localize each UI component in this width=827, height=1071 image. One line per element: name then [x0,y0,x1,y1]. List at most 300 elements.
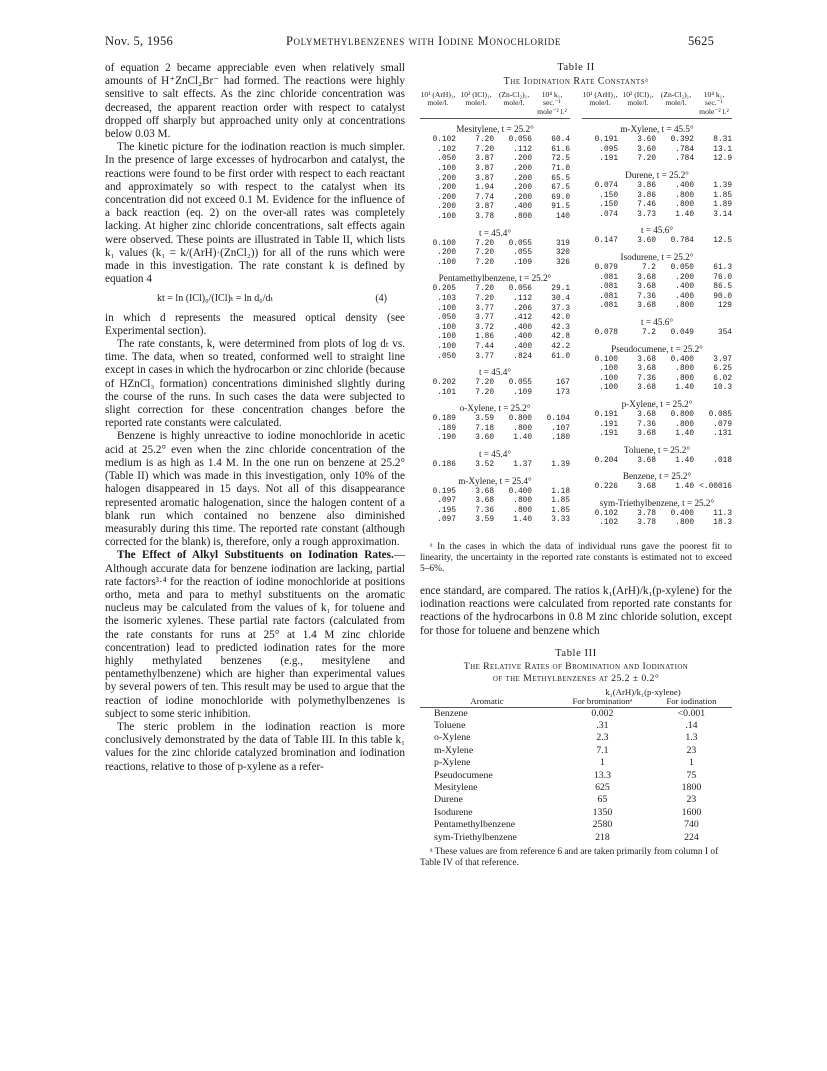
table2-cell: 1.40 [675,210,694,219]
table2-cell: 0.079 [594,263,618,272]
table2-cell: 7.2 [641,263,656,272]
table2-cell: .191 [599,430,618,439]
table3-value-cell: 218 [595,831,610,843]
table2-cell: 354 [717,328,732,337]
table3-row [420,770,732,782]
table2-row [420,165,570,175]
table2-cell: 0.400 [508,487,532,496]
table2-cell: 3.59 [475,516,494,525]
table2-cell: .800 [675,191,694,200]
table2-cell: .095 [599,145,618,154]
table2-row [582,430,732,440]
table2-row [420,249,570,259]
table2-right-header [582,91,732,119]
table2-cell: 90.0 [713,292,732,301]
table2-cell: .800 [513,497,532,506]
table2-cell: 61.6 [551,145,570,154]
table2-cell: .100 [437,342,456,351]
table3-value-cell: 65 [597,794,608,806]
table2-cell: 8.31 [713,136,732,145]
table2-cell: 0.202 [432,379,456,388]
table2-cell: 3.60 [475,434,494,443]
table2-caption: The Iodination Rate Constantsᵃ [503,76,649,87]
table3-value-cell: 1350 [592,806,613,818]
table2-cell: 0.085 [708,410,732,419]
table2-cell: 3.78 [637,519,656,528]
table2-group-title: Toluene, t = 25.2° [623,444,691,455]
table2-group-title: Durene, t = 25.2° [625,170,689,180]
table2-cell: .101 [437,388,456,397]
table2-row [420,203,570,213]
table3-value-cell: 1 [599,757,605,769]
table2-cell: 3.59 [475,415,494,424]
table2-right-groups [582,124,732,529]
table3-row [420,782,732,794]
table2-row [582,302,732,312]
table2-group-title: Isodurene, t = 25.2° [620,251,694,262]
table2-cell: 7.36 [637,420,656,429]
table2-cell: 0.205 [432,285,456,294]
table2-cell: 0.204 [594,456,618,465]
table3-value-cell: 7.1 [596,744,609,756]
table2-cell: 0.191 [594,136,618,145]
table2-cell: 3.68 [475,497,494,506]
table2-row [582,201,732,211]
table2-cell: 1.85 [551,506,570,515]
table2-cell: 0.056 [508,285,532,294]
header-page-number: 5625 [688,34,715,48]
table2-row [582,192,732,202]
table2-row [582,483,732,493]
col-header: (Zn-Cl₂)₁, mole/l. [498,90,530,108]
table2-cell: .400 [513,333,532,342]
table2-row [582,274,732,284]
table2-cell: .191 [599,420,618,429]
table2-row [420,184,570,194]
table2-cell: 1.85 [551,497,570,506]
table2-cell: .400 [513,342,532,351]
table2-row [420,353,570,363]
table2-row [582,293,732,303]
table3-aromatic-cell: sym-Triethylbenzene [434,831,517,843]
table2-cell: .109 [513,388,532,397]
t3-header-ratio: k₁(ArH)/k₁(p-xylene) [605,686,681,697]
table2-cell: 69.0 [551,193,570,202]
table2-row [420,516,570,526]
left-column [105,62,405,774]
table2-cell: .150 [599,191,618,200]
table2-group-title: t = 45.4° [478,227,512,238]
table2-cell: 1.86 [475,333,494,342]
table2-group-title: Pseudocumene, t = 25.2° [611,343,703,354]
table2-cell: 42.8 [551,333,570,342]
table2-cell: 71.0 [551,165,570,173]
table2-cell: 3.77 [475,304,494,313]
table2-cell: 7.18 [475,424,494,433]
table2-cell: .018 [713,456,732,465]
table2-cell: .107 [551,424,570,433]
table2-cell: .784 [675,145,694,154]
table2-cell: 3.33 [551,516,570,525]
table2-cell: .050 [437,314,456,323]
table3-row [420,707,732,720]
paragraph-5: Benzene is highly unreactive to iodine monochloride in acetic acid at 25.2° even when the zinc chloride concentration of the medium is as high as 1.4 M. In the one run on benzene at 25.2° (Table II) which was made in this investigation, only 10% of the halogen disappeared in 15 days. Not all of this disappearance represented aromatic halogenation, since the halogen content of a blank run which contained no benzene also diminished measurably during this time. The reported rate constant (although corrected for the blank) is, therefore, only a rough approximation. [105,430,405,549]
table2-group-title: sym-Triethylbenzene, t = 25.2° [599,497,715,508]
table2-cell: .200 [437,249,456,258]
paragraph-2: The kinetic picture for the iodination reaction is much simpler. In the presence of large excesses of hydrocarbon and catalyst, the reactions were found to be first order with respect to each reactant and approximately so with respect to the catalyst when its concentration did not exceed 0.1 M. Evidence for the influence of a back reaction (eq. 2) on the over-all rates was completely lacking. At higher zinc chloride concentrations, salt effects again were observed. These points are illustrated in Table II, which lists k₁ values (k₁ = k/(ArH)·(ZnCl₂)) for all of the runs which were made in this investigation. The rate constant k is defined by equation 4 [105,141,405,286]
table2-cell: 0.078 [594,328,618,337]
table2-row [582,264,732,274]
table2 [420,91,732,536]
table2-cell: 42.0 [551,314,570,323]
table2-cell: 0.100 [594,355,618,364]
col-header: 10⁴ k₁, sec.⁻¹ mole⁻² l.² [537,90,567,116]
table3-aromatic-cell: Pentamethylbenzene [434,819,516,831]
table2-row [420,497,570,507]
table2-row [420,343,570,353]
table2-row [420,461,570,471]
table2-cell: .200 [437,203,456,212]
table3-value-cell: 23 [686,794,697,806]
table2-row [582,375,732,385]
table3-value-cell: .31 [596,720,609,732]
table3-label: Table III [555,647,597,659]
table2-cell: 3.68 [637,302,656,311]
table3-value-cell: 2.3 [596,732,609,744]
table3-aromatic-cell: Pseudocumene [434,769,493,781]
table3-caption-line1: The Relative Rates of Bromination and Iodination [463,660,689,672]
table2-cell: 0.186 [432,461,456,470]
paragraph-7: The steric problem in the iodination reaction is more conclusively demonstrated by the data of Table III. In this table k₁ values for the zinc chloride catalyzed bromination and iodination reactions, relative to those of p-xylene as a refer- [105,720,405,773]
table2-cell: 7.20 [475,136,494,145]
table2-cell: .195 [437,506,456,515]
table2-group-title: t = 45.6° [640,225,674,236]
table2-cell: 6.25 [713,365,732,374]
table2-row [582,457,732,467]
table2-cell: .400 [675,292,694,301]
table2-cell: .800 [675,519,694,528]
table2-cell: .112 [513,294,532,303]
table3-row [420,732,732,744]
header-date: Nov. 5, 1956 [105,34,174,48]
table2-cell: .400 [513,323,532,332]
table2-row [420,434,570,444]
t3-header-iodination: For iodination [651,697,732,707]
table2-label: Table II [557,62,595,73]
table2-cell: 13.1 [713,145,732,154]
table2-row [420,285,570,295]
table2-cell: 0.102 [594,509,618,518]
table2-cell: .784 [675,155,694,164]
table2-cell: .200 [513,174,532,183]
table2-cell: .200 [513,165,532,173]
table2-cell: .100 [599,384,618,393]
table2-cell: 0.050 [670,263,694,272]
table2-row [420,425,570,435]
table2-cell: .100 [599,365,618,374]
table2-cell: .800 [675,420,694,429]
table3-caption-line2: of the Methylbenzenes at 25.2 ± 0.2° [492,672,660,684]
paragraph-6 [105,549,405,721]
table2-cell: 0.191 [594,410,618,419]
table2-cell: 7.20 [475,285,494,294]
table2-cell: .079 [713,420,732,429]
table2-row [420,324,570,334]
table2-cell: 12.5 [713,237,732,246]
table2-row [582,510,732,520]
table2-cell: .100 [437,323,456,332]
table2-cell: 0.056 [508,136,532,145]
table3-value-cell: 625 [595,782,610,794]
table2-group-title: t = 45.4° [478,367,512,378]
table2-cell: 0.102 [432,136,456,145]
table2-cell: 3.68 [637,365,656,374]
table2-cell: 7.20 [475,294,494,303]
table2-cell: 7.20 [475,258,494,267]
table2-cell: 12.9 [713,155,732,164]
table3-aromatic-cell: Durene [434,794,463,806]
table2-cell: 7.44 [475,342,494,351]
table2-row [420,305,570,315]
table2-cell: 86.5 [713,283,732,292]
table2-row [582,237,732,247]
table2-cell: 72.5 [551,155,570,164]
table2-cell: 11.3 [713,509,732,518]
table2-cell: 0.147 [594,237,618,246]
table2-row [582,146,732,156]
table2-row [420,175,570,185]
table2-cell: 3.73 [637,210,656,219]
table2-cell: 3.87 [475,155,494,164]
table2-cell: 1.40 [675,430,694,439]
table2-cell: 3.77 [475,314,494,323]
table2-cell: 1.18 [551,487,570,496]
table2-cell: 3.68 [637,456,656,465]
table2-cell: .074 [599,210,618,219]
table2-cell: 0.784 [670,237,694,246]
table3-value-cell: 740 [684,819,699,831]
table2-cell: 0.055 [508,379,532,388]
table2-cell: 3.78 [475,212,494,221]
equation-4 [105,292,405,305]
table3-row [420,832,732,844]
table3-value-cell: 1600 [681,806,702,818]
table2-row [420,136,570,146]
table2-cell: 320 [555,249,570,258]
col-header: 10⁴ k₁, sec.⁻¹ mole⁻² l.² [699,90,729,116]
table2-cell: 0.400 [670,509,694,518]
table2-cell: 7.2 [641,328,656,337]
paragraph-3: in which d represents the measured optical density (see Experimental section). [105,311,405,337]
table2-cell: 1.40 [675,384,694,393]
table2-cell: .100 [437,304,456,313]
table3-aromatic-cell: Mesitylene [434,782,478,794]
table2-cell: .050 [437,352,456,361]
table3-aromatic-cell: Benzene [434,707,468,719]
table3-value-cell: 23 [686,744,697,756]
table3-footnote: ᵃ These values are from reference 6 and are taken primarily from column I of Table IV of that reference. [420,847,719,869]
table2-cell: 3.68 [637,430,656,439]
table2-cell: 7.20 [637,155,656,164]
table2-cell: 3.87 [475,165,494,173]
equation-number: (4) [375,293,387,305]
table2-cell: 3.77 [475,352,494,361]
col-header: 10¹ (ArH)₁, mole/l. [420,90,456,108]
table3-value-cell: .14 [685,720,698,732]
table2-cell: 1.85 [713,191,732,200]
table2-cell: 7.20 [475,145,494,154]
table2-cell: 0.195 [432,487,456,496]
table2-cell: .100 [599,374,618,383]
table2-row [420,295,570,305]
table3-value-cell: 75 [686,769,697,781]
table2-cell: .081 [599,273,618,282]
t3-header-bromination: For brominationᵃ [554,697,651,707]
table2-footnote: ᵃ In the cases in which the data of individual runs gave the poorest fit to linearity, the uncertainty in the reported rate constants is estimated not to exceed 5–6%. [420,542,732,574]
table2-left-half [420,91,570,526]
table2-cell: 7.20 [475,388,494,397]
col-header: (Zn-Cl₂)₁, mole/l. [660,90,692,108]
table2-cell: 67.5 [551,184,570,193]
table3-caption [420,661,732,685]
table2-group-title: t = 45.4° [478,449,512,460]
table2-cell: .055 [513,249,532,258]
table2-group-title: t = 45.6° [640,316,674,327]
table2-left-header [420,91,570,119]
table2-row [582,155,732,165]
table2-row [420,314,570,324]
table2-cell: .102 [437,145,456,154]
table2-cell: .200 [513,184,532,193]
table2-cell: .800 [675,302,694,311]
table2-cell: 0.800 [508,415,532,424]
table2-row [582,384,732,394]
table2-row [420,507,570,517]
table2-cell: 0.104 [546,415,570,424]
table2-row [420,213,570,223]
table2-cell: .100 [437,165,456,173]
table3-aromatic-cell: Isodurene [434,806,473,818]
table2-cell: <.00016 [699,483,732,492]
table2-cell: 0.100 [432,239,456,248]
table2-row [420,415,570,425]
table2-cell: 0.400 [670,355,694,364]
table2-cell: .190 [437,434,456,443]
table2-cell: 37.3 [551,304,570,313]
header-title: Polymethylbenzenes with Iodine Monochloride [286,34,561,48]
table2-cell: 326 [555,258,570,267]
table2-cell: 1.39 [551,461,570,470]
col-header: 10² (ICl)₁, mole/l. [460,90,492,108]
table2-cell: .800 [513,212,532,221]
table2-cell: 7.20 [475,249,494,258]
table2-cell: 6.02 [713,374,732,383]
table2-cell: 1.40 [675,483,694,492]
table2-cell: 42.3 [551,323,570,332]
table3-value-cell: <0.001 [677,707,706,719]
table2-cell: .800 [513,506,532,515]
table2-cell: .097 [437,497,456,506]
table2-cell: .400 [675,283,694,292]
table2-row [582,211,732,221]
paragraph-1: of equation 2 became appreciable even when relatively small amounts of H⁺ZnCl₂Br⁻ had formed. The reactions were highly sensitive to salt effects. As the zinc chloride concentration was decreased, the apparent reaction order with respect to catalyst dropped off sharply but approached unity only at concentrations below 0.03 M. [105,62,405,141]
table2-cell: 91.5 [551,203,570,212]
table2-row [420,389,570,399]
table2-cell: 3.60 [637,136,656,145]
table2-group-title: Pentamethylbenzene, t = 25.2° [438,273,552,284]
table3-aromatic-cell: p-Xylene [434,757,471,769]
table2-cell: 0.189 [432,415,456,424]
right-column [420,62,732,869]
table2-row [582,421,732,431]
table2-cell: .400 [675,182,694,190]
table2-group-title: Benzene, t = 25.2° [622,471,692,482]
table2-group-title: Mesitylene, t = 25.2° [456,124,534,135]
table2-cell: 173 [555,388,570,397]
table2-cell: 7.74 [475,193,494,202]
table3-aromatic-cell: m-Xylene [434,744,474,756]
table2-cell: .100 [437,258,456,267]
table2-cell: .400 [513,203,532,212]
table2-cell: 7.46 [637,201,656,210]
table2-cell: 3.87 [475,174,494,183]
table3 [420,688,732,844]
table2-cell: 3.86 [637,182,656,190]
table2-cell: .131 [713,430,732,439]
table2-cell: 3.68 [637,410,656,419]
table3-value-cell: 224 [684,831,699,843]
table2-row [420,155,570,165]
table2-cell: 3.68 [475,487,494,496]
table2-cell: 0.800 [670,410,694,419]
table3-row [420,720,732,732]
table3-aromatic-cell: o-Xylene [434,732,471,744]
col-header: 10² (ICl)₁, mole/l. [622,90,654,108]
table2-cell: 18.3 [713,519,732,528]
table2-cell: 76.0 [713,273,732,282]
table2-cell: 3.68 [637,273,656,282]
table2-cell: 10.3 [713,384,732,393]
table2-cell: 129 [717,302,732,311]
table2-cell: 1.39 [713,182,732,190]
table2-cell: .800 [675,374,694,383]
table2-row [420,488,570,498]
table2-row [420,333,570,343]
table2-cell: .109 [513,258,532,267]
table2-cell: .081 [599,302,618,311]
table2-cell: 3.68 [637,384,656,393]
table2-row [582,283,732,293]
table2-cell: 1.40 [675,456,694,465]
table2-cell: 42.2 [551,342,570,351]
table2-cell: 29.1 [551,285,570,294]
table3-value-cell: 1800 [681,782,702,794]
table2-cell: 3.68 [637,483,656,492]
table2-cell: 3.68 [637,355,656,364]
table2-cell: 3.97 [713,355,732,364]
paragraph-6-text: —Although accurate data for benzene iodination are lacking, partial rate factors³·⁴ for the reaction of iodine monochloride at positions ortho, meta and para to methyl substituents on the aromatic nucleus may be calculated from the values of k₁ for toluene and the isomeric xylenes. These partial rate factors (calculated from the rate constants for runs at 25° at 1.4 M zinc chloride concentration) lead to predicted iodination rates for the more highly methylated benzenes (e.g., mesitylene and pentamethylbenzene) which are higher than experimental values by several powers of ten. This result may be used to argue that the reaction of iodine monochloride with polymethylbenzenes is subject to some steric inhibition. [105,549,405,720]
table2-cell: .206 [513,304,532,313]
table2-cell: 60.4 [551,136,570,145]
table2-cell: 65.5 [551,174,570,183]
table2-right-half [582,91,732,529]
table2-row [582,182,732,192]
table2-left-groups [420,124,570,526]
table2-cell: 0.392 [670,136,694,145]
table2-group-title: p-Xylene, t = 25.2° [621,398,693,409]
table3-value-cell: 2580 [592,819,613,831]
table2-row [420,259,570,269]
